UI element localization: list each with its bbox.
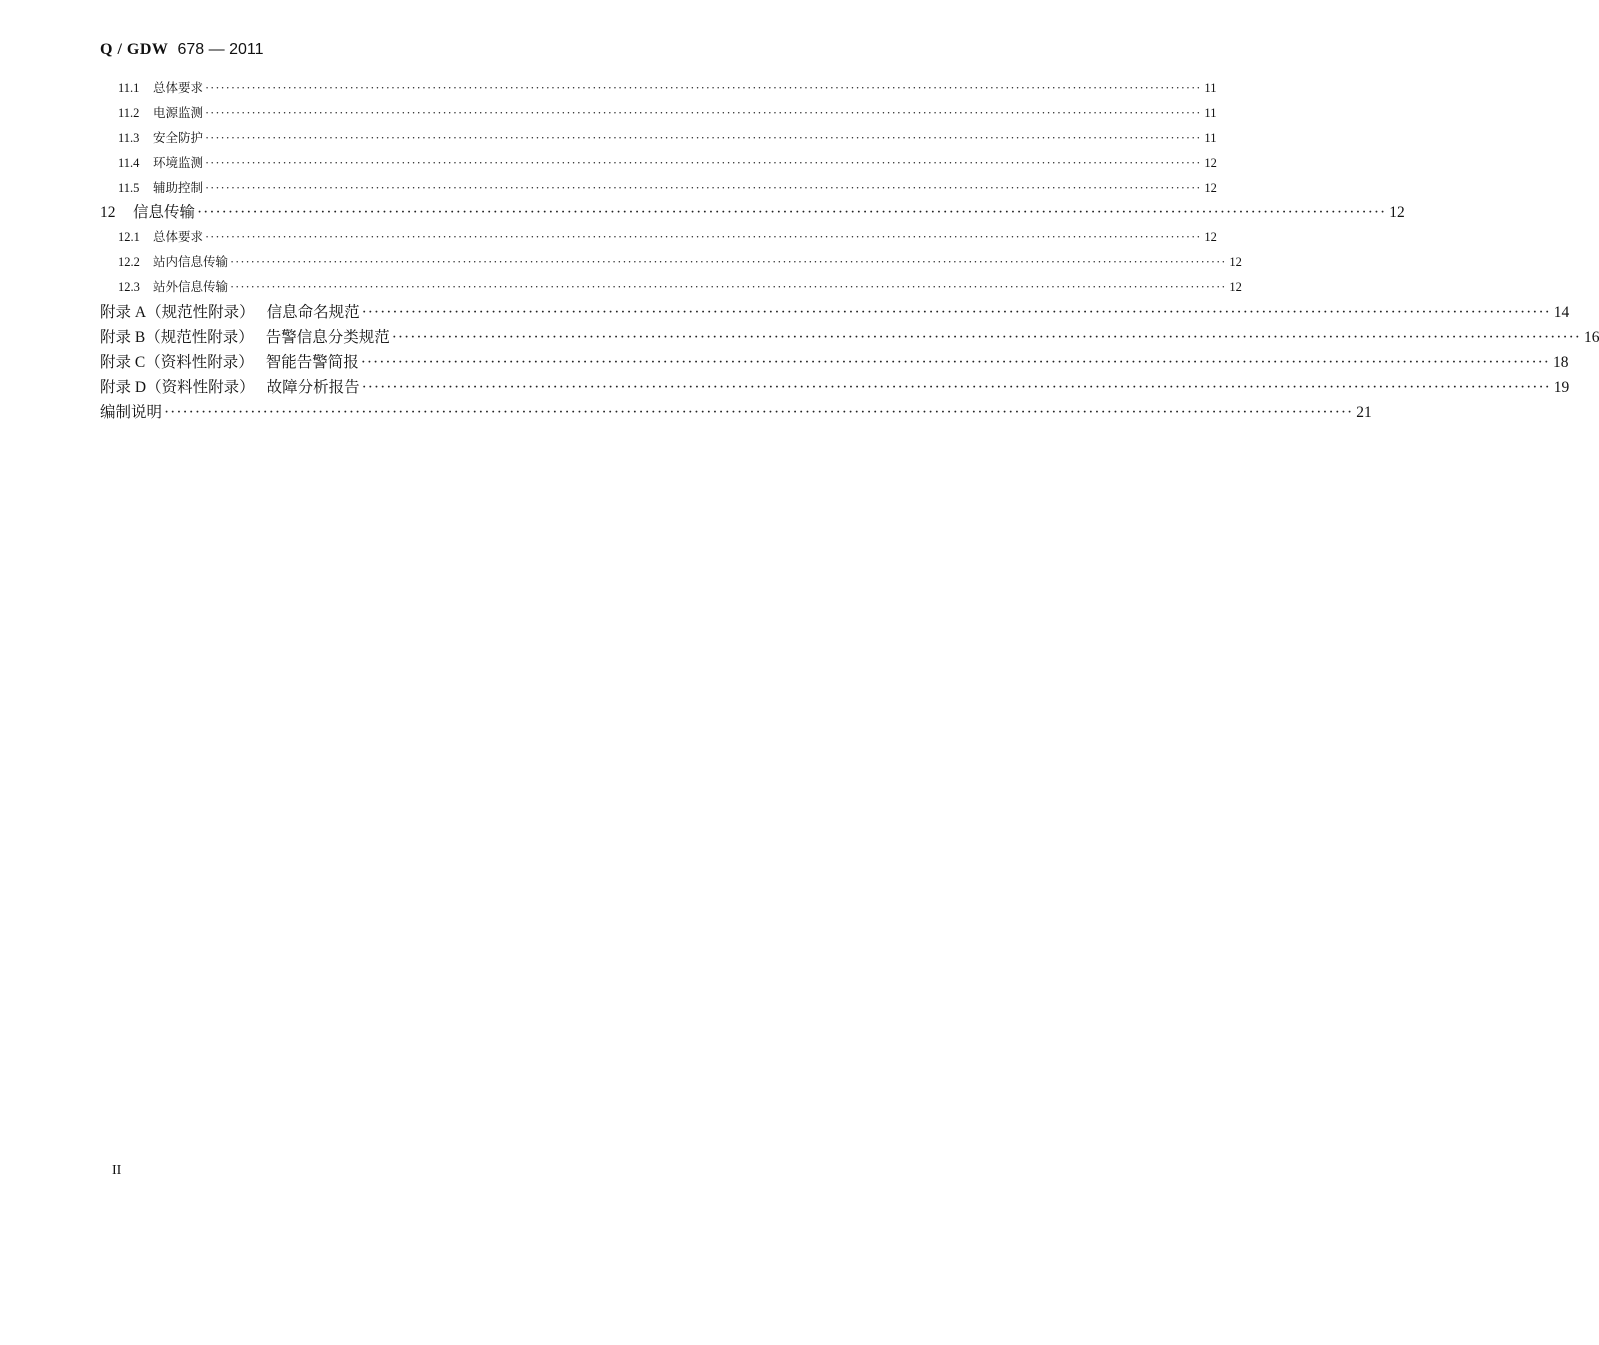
toc-entry-title: 环境监测 <box>153 154 204 170</box>
toc-entry-appendix-b[interactable] <box>100 325 1599 350</box>
toc-entry-title: 总体要求 <box>153 80 204 95</box>
toc-entry-title: 信息传输 <box>133 203 196 222</box>
page-number: II <box>112 1163 122 1178</box>
toc-entry-compilation-notes[interactable] <box>100 400 1372 425</box>
toc-entry-11-2[interactable] <box>100 101 1217 126</box>
standard-number: 678 — 2011 <box>177 41 264 58</box>
toc-entry-page: 11 <box>1204 130 1217 145</box>
toc-entry-title: 故障分析报告 <box>266 377 360 396</box>
toc-entry-11-5[interactable] <box>100 176 1217 201</box>
toc-entry-number: 12.1 <box>118 230 140 245</box>
toc-entry-number: 11.3 <box>118 130 140 145</box>
toc-entry-appendix-a[interactable] <box>100 300 1570 325</box>
toc-entry-title: 辅助控制 <box>153 179 204 195</box>
toc-entry-number: 12 <box>100 204 116 222</box>
toc-appendix-label: 附录 B（规范性附录） <box>100 328 254 346</box>
toc-entry-12-2[interactable] <box>100 250 1242 275</box>
toc-entry-page: 12 <box>1204 155 1217 170</box>
toc-entry-title: 安全防护 <box>153 129 204 145</box>
toc-entry-title: 编制说明 <box>100 402 163 421</box>
toc-entry-page: 12 <box>1204 180 1217 195</box>
toc-leader-dots: ································································································································································································· <box>164 403 1354 421</box>
toc-entry-title: 站外信息传输 <box>153 279 229 295</box>
toc-leader-dots: ································································································································································································· <box>361 304 1551 322</box>
toc-appendix-label: 附录 D（资料性附录） <box>100 378 255 396</box>
toc-entry-11-3[interactable] <box>100 126 1217 151</box>
toc-leader-dots: ································································································································································································· <box>197 204 1387 222</box>
toc-entry-page: 18 <box>1552 353 1569 371</box>
toc-entry-chapter-12[interactable] <box>100 200 1405 225</box>
toc-entry-page: 11 <box>1204 105 1217 120</box>
toc-entry-title: 告警信息分类规范 <box>265 327 390 346</box>
toc-entry-number: 12.2 <box>118 255 140 270</box>
toc-entry-page: 21 <box>1356 403 1372 421</box>
toc-entry-number: 12.3 <box>118 280 140 295</box>
toc-entry-page: 12 <box>1229 280 1242 295</box>
toc-entry-appendix-d[interactable] <box>100 375 1570 400</box>
toc-entry-title: 站内信息传输 <box>153 254 229 270</box>
toc-entry-12-3[interactable] <box>100 275 1242 300</box>
toc-entry-11-4[interactable] <box>100 151 1217 176</box>
toc-leader-dots: ································································································································································································· <box>391 328 1581 346</box>
table-of-contents <box>100 76 1599 424</box>
toc-entry-12-1[interactable] <box>100 225 1217 250</box>
toc-entry-page: 12 <box>1229 255 1242 270</box>
toc-entry-page: 16 <box>1583 328 1599 346</box>
toc-leader-dots: ································································································································································································· <box>361 378 1551 396</box>
toc-entry-title: 智能告警简报 <box>265 352 359 371</box>
toc-entry-page: 11 <box>1204 81 1217 95</box>
toc-entry-number: 11.4 <box>118 155 140 170</box>
toc-entry-page: 12 <box>1389 204 1405 222</box>
toc-leader-dots: ································································································································································································· <box>205 155 1202 170</box>
toc-leader-dots: ································································································································································································· <box>230 280 1227 295</box>
toc-entry-title: 信息命名规范 <box>266 303 360 322</box>
toc-leader-dots: ································································································································································································· <box>205 130 1202 145</box>
toc-leader-dots: ································································································································································································· <box>205 230 1202 245</box>
toc-entry-title: 电源监测 <box>153 104 204 120</box>
toc-entry-page: 14 <box>1553 304 1570 322</box>
toc-entry-11-1[interactable] <box>100 76 1217 101</box>
toc-entry-page: 19 <box>1553 378 1570 396</box>
toc-entry-appendix-c[interactable] <box>100 350 1569 375</box>
toc-entry-title: 总体要求 <box>153 229 204 245</box>
standard-code: Q / GDW <box>100 41 169 58</box>
toc-appendix-label: 附录 C（资料性附录） <box>100 353 254 371</box>
document-header <box>100 38 263 61</box>
toc-leader-dots: ································································································································································································· <box>205 105 1202 120</box>
toc-entry-page: 12 <box>1204 230 1217 245</box>
toc-entry-number: 11.1 <box>118 81 140 95</box>
toc-leader-dots: ································································································································································································· <box>205 180 1202 195</box>
toc-appendix-label: 附录 A（规范性附录） <box>100 304 255 322</box>
toc-leader-dots: ································································································································································································· <box>360 353 1550 371</box>
toc-leader-dots: ································································································································································································· <box>205 81 1202 95</box>
toc-entry-number: 11.2 <box>118 105 140 120</box>
toc-leader-dots: ································································································································································································· <box>230 255 1227 270</box>
toc-entry-number: 11.5 <box>118 180 140 195</box>
